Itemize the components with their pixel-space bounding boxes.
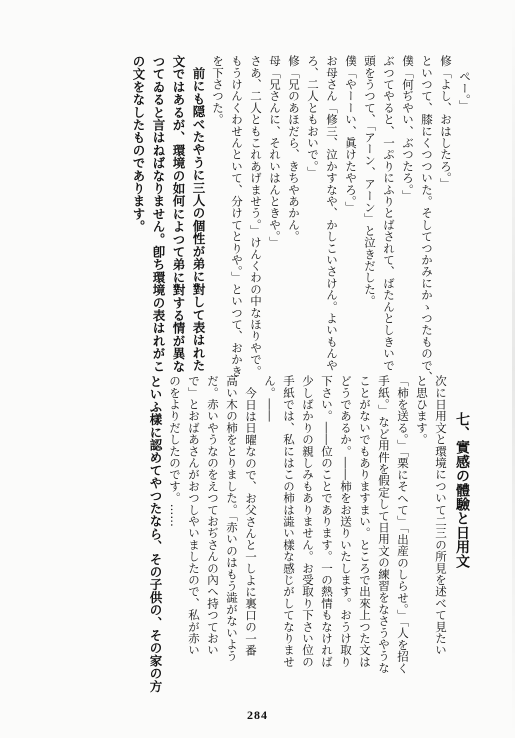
lower-line-1: 次に日用文と環境について二三の所見を述べて見たい <box>434 375 448 656</box>
upper-line-3: といつて、膝にくつついた。そしてつかみにかゝつたもので、 <box>420 55 434 383</box>
upper-line-10: 修「兄のあほだら、きちやあかん。 <box>287 55 301 243</box>
upper-line-14: を下さつた。 <box>211 55 225 126</box>
lower-line-15: のをよりだしたのです。…… <box>168 375 182 528</box>
upper-line-7: 僕「やーーい、眞けたやろ。」 <box>344 55 358 214</box>
upper-line-18: の文をなしたものであります。 <box>131 55 146 233</box>
section-heading: 七、實感の體驗と日用文 <box>454 412 470 569</box>
upper-line-1: ぺー。」 <box>458 70 472 112</box>
lower-line-7: 下さい。――位のことであります。一の熱情もなければ <box>320 375 334 668</box>
upper-line-9: ろ、二人ともおいで。」 <box>306 55 320 178</box>
lower-line-14: で」とおばあさんがおつしやいましたので、私が赤い <box>187 375 201 656</box>
upper-line-6: 頭をうつて、「アーン、アーン」と泣きだした。 <box>363 55 377 307</box>
lower-line-2: と思ひます。 <box>415 375 429 446</box>
lower-line-11: 今日は日曜なので、お父さんと一しよに裏口の一番 <box>244 387 258 657</box>
upper-line-5: ぶつてやると、一ぷりにふりとばされて、ばたんとしきいで <box>382 55 396 371</box>
upper-line-4: 僕「何ぢやい、ぶつたろ。」 <box>401 55 415 202</box>
lower-line-5: ことがないでもありますまい。ところで出來上つた文は <box>358 375 372 668</box>
upper-line-12: さあ、二人ともこれあげませう。」けんくわの中なほりやで。 <box>249 55 263 377</box>
upper-line-17: つてゐると言はねばなりません。卽ち環境の表はれがこ <box>151 55 166 373</box>
upper-line-2: 修「よし、おはしたろ。」 <box>439 55 453 190</box>
lower-text-block <box>23 375 493 693</box>
upper-line-15: 前にも隠べたやうに三人の個性が弟に對して表はれた <box>191 67 206 372</box>
upper-line-11: 母「兄さんに、それいはんときや。」 <box>268 55 282 249</box>
lower-line-3: 「柿を送る。」「栗にそへて」「出産のしらせ。」「人を招く <box>396 375 410 674</box>
lower-line-16: といふ樣に認めてやつたなら、その子供の、その家の方 <box>148 375 163 693</box>
lower-line-6: どうであるか。――柿をお送りいたします。おうけ取り <box>339 375 353 668</box>
upper-line-16: 文ではあるが、環境の如何によつて弟に對する情が異な <box>171 55 186 373</box>
page-number: 284 <box>247 708 268 722</box>
lower-line-10: ん。―― <box>263 375 277 422</box>
lower-line-9: 手紙では、私にはこの柿は澁い樣な感じがしてなりませ <box>282 375 296 668</box>
upper-line-8: お母さん「修三、泣かすなや、かしこいさけん。よいもんや <box>325 55 339 371</box>
upper-line-13: もうけんくわせんといて、分けてとりや。」といつて、おかき <box>230 55 244 377</box>
lower-line-4: 手紙。」など用件を假定して日用文の練習をなさうやうな <box>377 375 391 674</box>
lower-line-8: 少しばかりの親しみもありません。お受取り下さい位の <box>301 375 315 668</box>
lower-line-12: 高い木の柿をとりました。「赤いのはもう澁がないよう <box>225 375 239 662</box>
upper-text-block <box>23 55 493 383</box>
lower-line-13: だ。赤いやうなのをえつておぢさんの內へ持つておい <box>206 375 220 656</box>
